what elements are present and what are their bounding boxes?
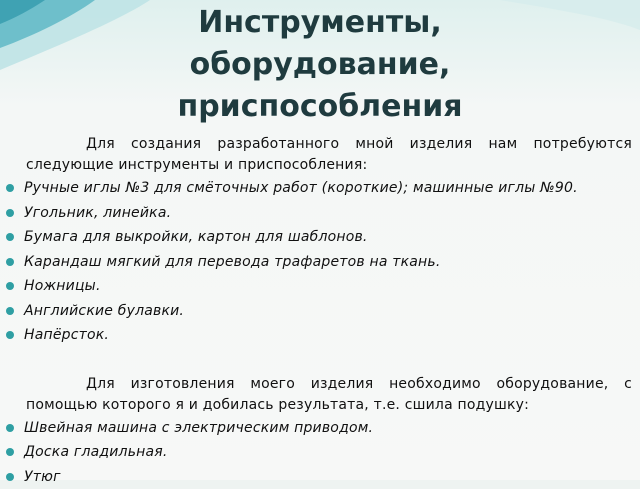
- list-item: Английские булавки.: [6, 299, 632, 324]
- list-item: Швейная машина с электрическим приводом.: [6, 416, 632, 441]
- list-item: Напёрсток.: [6, 323, 632, 348]
- bullet-icon: [6, 258, 14, 266]
- bullet-icon: [6, 331, 14, 339]
- bullet-icon: [6, 473, 14, 481]
- bullet-icon: [6, 233, 14, 241]
- title-line-2: оборудование,: [190, 47, 451, 82]
- list-item: Угольник, линейка.: [6, 201, 632, 226]
- bullet-icon: [6, 282, 14, 290]
- list-item: Карандаш мягкий для перевода трафаретов на ткань.: [6, 250, 632, 275]
- intro-paragraph: Для создания разработанного мной изделия нам потребуются следующие инструменты и приспособления:: [6, 134, 632, 176]
- tools-list: [6, 176, 632, 348]
- bullet-icon: [6, 307, 14, 315]
- title-line-3: приспособления: [177, 89, 462, 124]
- slide-title: [60, 2, 580, 128]
- bullet-icon: [6, 448, 14, 456]
- equipment-paragraph: Для изготовления моего изделия необходимо оборудование, с помощью которого я и добилась результата, т.е. сшила подушку:: [6, 374, 632, 416]
- bullet-icon: [6, 424, 14, 432]
- list-item: Бумага для выкройки, картон для шаблонов.: [6, 225, 632, 250]
- equipment-list: [6, 416, 632, 489]
- title-line-1: Инструменты,: [198, 5, 442, 40]
- list-item: Ножницы.: [6, 274, 632, 299]
- bullet-icon: [6, 184, 14, 192]
- slide-content: [6, 134, 632, 489]
- bullet-icon: [6, 209, 14, 217]
- list-item: Ручные иглы №3 для смёточных работ (короткие); машинные иглы №90.: [6, 176, 632, 201]
- spacer: [6, 348, 632, 374]
- list-item: Утюг: [6, 465, 632, 489]
- list-item: Доска гладильная.: [6, 440, 632, 465]
